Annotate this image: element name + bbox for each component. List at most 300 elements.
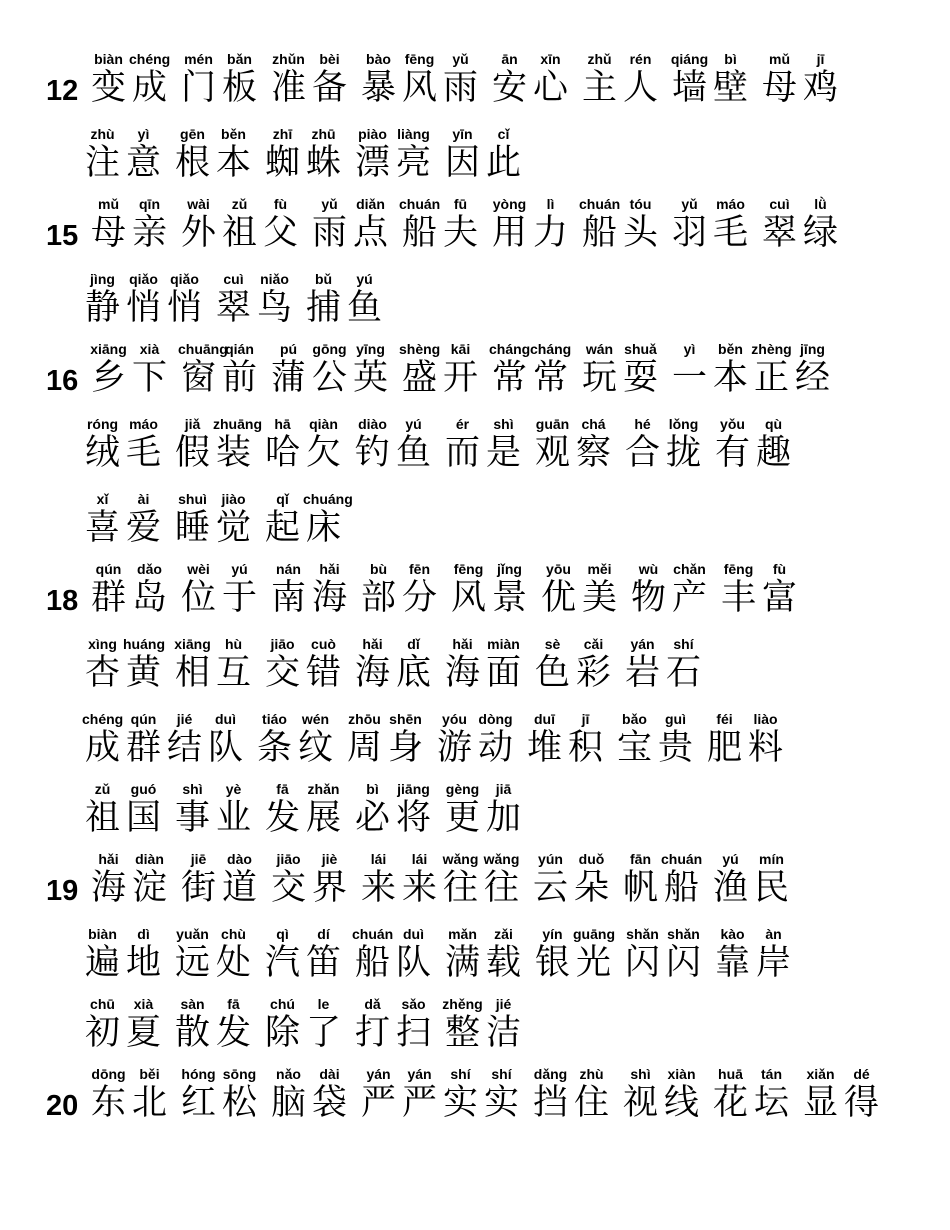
vocab-word: [178, 560, 260, 618]
vocab-word: [82, 490, 164, 548]
word-list: [88, 50, 849, 108]
pinyin-line: [82, 490, 164, 508]
pinyin-line: [254, 710, 336, 728]
pinyin-line: [434, 710, 516, 728]
word-list: [82, 995, 532, 1053]
pinyin-syllable: shí: [450, 1066, 471, 1082]
hanzi-character: 暴: [360, 68, 396, 108]
pinyin-line: [172, 415, 262, 433]
hanzi-character: 雨: [311, 213, 347, 253]
pinyin-syllable: zǔ: [94, 781, 111, 797]
pinyin-syllable: yǔ: [321, 196, 338, 212]
pinyin-syllable: wǎng: [442, 851, 479, 867]
pinyin-syllable: jiē: [190, 851, 207, 867]
pinyin-line: [88, 50, 170, 68]
hanzi-character: 往: [442, 868, 478, 908]
hanzi-character: 绿: [802, 213, 838, 253]
hanzi-character: 力: [532, 213, 568, 253]
pinyin-syllable: yì: [683, 341, 696, 357]
pinyin-line: [178, 1065, 260, 1083]
pinyin-syllable: yè: [225, 781, 242, 797]
hanzi-character: 翠: [761, 213, 797, 253]
pinyin-syllable: chuán: [399, 196, 441, 212]
hanzi-line: [82, 1013, 164, 1053]
pinyin-syllable: bù: [369, 561, 388, 577]
hanzi-character: 整: [444, 1013, 480, 1053]
hanzi-character: 散: [174, 1013, 210, 1053]
hanzi-character: 盛: [401, 358, 437, 398]
hanzi-character: 来: [360, 868, 396, 908]
hanzi-character: 纹: [297, 728, 333, 768]
hanzi-character: 线: [663, 1083, 699, 1123]
vocab-row: [0, 780, 950, 852]
hanzi-line: [710, 868, 792, 908]
hanzi-line: [268, 68, 350, 108]
hanzi-character: 捕: [305, 288, 341, 328]
pinyin-line: [532, 415, 614, 433]
hanzi-line: [579, 358, 661, 398]
vocab-word: [172, 925, 254, 983]
hanzi-character: 东: [90, 1083, 126, 1123]
pinyin-line: [268, 50, 350, 68]
hanzi-character: 底: [395, 653, 431, 693]
pinyin-syllable: cǐ: [497, 126, 510, 142]
pinyin-line: [718, 560, 800, 578]
hanzi-line: [262, 143, 344, 183]
hanzi-character: 更: [444, 798, 480, 838]
pinyin-syllable: guāng: [573, 926, 615, 942]
pinyin-line: [532, 925, 614, 943]
vocab-word: [309, 195, 391, 253]
pinyin-line: [352, 780, 434, 798]
pinyin-syllable: tiáo: [262, 711, 287, 727]
pinyin-syllable: liàng: [397, 126, 430, 142]
hanzi-character: 一: [671, 358, 707, 398]
hanzi-character: 变: [90, 68, 126, 108]
pinyin-line: [704, 710, 786, 728]
hanzi-character: 海: [444, 653, 480, 693]
hanzi-line: [82, 508, 164, 548]
pinyin-syllable: yīng: [356, 341, 385, 357]
hanzi-line: [524, 728, 606, 768]
hanzi-character: 鱼: [395, 433, 431, 473]
pinyin-syllable: běn: [221, 126, 246, 142]
vocab-word: [303, 270, 385, 328]
hanzi-character: 笛: [305, 943, 341, 983]
pinyin-syllable: diàn: [135, 851, 164, 867]
pinyin-line: [579, 340, 661, 358]
pinyin-line: [489, 195, 571, 213]
hanzi-character: 初: [84, 1013, 120, 1053]
vocab-word: [262, 415, 344, 473]
pinyin-line: [538, 560, 620, 578]
hanzi-character: 因: [444, 143, 480, 183]
vocab-row: [0, 560, 950, 632]
pinyin-syllable: mín: [759, 851, 784, 867]
pinyin-syllable: tóu: [629, 196, 652, 212]
vocab-word: [358, 850, 522, 908]
vocab-word: [262, 925, 344, 983]
hanzi-character: 错: [305, 653, 341, 693]
hanzi-character: 挡: [532, 1083, 568, 1123]
pinyin-syllable: guān: [535, 416, 570, 432]
pinyin-line: [172, 490, 254, 508]
hanzi-character: 海: [354, 653, 390, 693]
vocab-row: [0, 995, 950, 1067]
hanzi-character: 黄: [125, 653, 161, 693]
pinyin-syllable: mǎn: [448, 926, 477, 942]
hanzi-character: 钓: [354, 433, 390, 473]
pinyin-line: [800, 1065, 882, 1083]
hanzi-line: [268, 578, 350, 618]
hanzi-line: [268, 868, 350, 908]
hanzi-character: 而: [444, 433, 480, 473]
vocab-word: [712, 925, 794, 983]
pinyin-line: [88, 1065, 170, 1083]
hanzi-character: 趣: [755, 433, 791, 473]
pinyin-line: [262, 635, 344, 653]
pinyin-syllable: qián: [225, 341, 254, 357]
pinyin-syllable: yóu: [442, 711, 467, 727]
pinyin-syllable: wén: [301, 711, 330, 727]
pinyin-syllable: qiǎo: [129, 271, 158, 287]
pinyin-syllable: dǎ: [364, 996, 381, 1012]
pinyin-syllable: chuán: [579, 196, 621, 212]
hanzi-character: 北: [131, 1083, 167, 1123]
hanzi-character: 富: [761, 578, 797, 618]
hanzi-character: 闪: [624, 943, 660, 983]
pinyin-line: [178, 340, 260, 358]
vocab-word: [262, 490, 353, 548]
hanzi-character: 根: [174, 143, 210, 183]
pinyin-line: [442, 925, 524, 943]
pinyin-syllable: cuì: [223, 271, 244, 287]
hanzi-character: 岩: [624, 653, 660, 693]
hanzi-character: 心: [532, 68, 568, 108]
vocab-word: [489, 340, 571, 398]
pinyin-syllable: bǎn: [227, 51, 252, 67]
hanzi-character: 觉: [215, 508, 251, 548]
pinyin-syllable: bào: [366, 51, 391, 67]
hanzi-line: [442, 798, 524, 838]
hanzi-character: 船: [401, 213, 437, 253]
pinyin-syllable: dé: [853, 1066, 870, 1082]
hanzi-line: [579, 213, 661, 253]
pinyin-line: [399, 195, 481, 213]
hanzi-character: 墙: [671, 68, 707, 108]
word-list: [82, 415, 802, 473]
hanzi-character: 物: [630, 578, 666, 618]
hanzi-character: 料: [747, 728, 783, 768]
pinyin-syllable: dòng: [478, 711, 513, 727]
pinyin-syllable: yòng: [492, 196, 527, 212]
pinyin-syllable: hǎi: [319, 561, 340, 577]
pinyin-line: [489, 340, 571, 358]
pinyin-line: [88, 850, 170, 868]
pinyin-syllable: zhī: [272, 126, 293, 142]
hanzi-character: 身: [387, 728, 423, 768]
pinyin-syllable: yì: [137, 126, 150, 142]
pinyin-syllable: shì: [493, 416, 514, 432]
pinyin-syllable: dí: [317, 926, 330, 942]
hanzi-character: 漂: [354, 143, 390, 183]
hanzi-character: 雨: [442, 68, 478, 108]
lesson-number: 18: [46, 585, 79, 617]
pinyin-syllable: chuán: [352, 926, 394, 942]
hanzi-line: [718, 578, 800, 618]
hanzi-character: 毛: [712, 213, 748, 253]
pinyin-syllable: xiàn: [667, 1066, 696, 1082]
hanzi-character: 鱼: [346, 288, 382, 328]
vocab-word: [268, 1065, 350, 1123]
pinyin-syllable: mén: [184, 51, 213, 67]
pinyin-syllable: qiǎo: [170, 271, 199, 287]
pinyin-line: [82, 995, 164, 1013]
pinyin-syllable: zhuāng: [213, 416, 262, 432]
hanzi-line: [442, 433, 524, 473]
hanzi-character: 杏: [84, 653, 120, 693]
pinyin-syllable: hā: [274, 416, 291, 432]
pinyin-syllable: gēn: [180, 126, 205, 142]
hanzi-line: [268, 1083, 350, 1123]
hanzi-character: 相: [174, 653, 210, 693]
pinyin-line: [669, 195, 751, 213]
hanzi-character: 注: [84, 143, 120, 183]
pinyin-line: [352, 635, 434, 653]
hanzi-character: 云: [532, 868, 568, 908]
vocab-word: [442, 635, 524, 693]
pinyin-line: [262, 780, 344, 798]
pinyin-syllable: shuì: [178, 491, 207, 507]
hanzi-character: 严: [401, 1083, 437, 1123]
pinyin-line: [82, 415, 164, 433]
hanzi-character: 游: [436, 728, 472, 768]
hanzi-character: 悄: [166, 288, 202, 328]
hanzi-character: 有: [714, 433, 750, 473]
pinyin-syllable: guì: [665, 711, 686, 727]
vocab-word: [268, 50, 350, 108]
pinyin-line: [172, 780, 254, 798]
hanzi-line: [88, 578, 170, 618]
hanzi-line: [88, 213, 170, 253]
pinyin-syllable: zhù: [579, 1066, 604, 1082]
hanzi-character: 欠: [305, 433, 341, 473]
vocab-word: [352, 125, 434, 183]
hanzi-character: 门: [180, 68, 216, 108]
hanzi-line: [352, 1013, 434, 1053]
hanzi-line: [530, 868, 612, 908]
pinyin-syllable: dào: [227, 851, 252, 867]
pinyin-line: [579, 195, 661, 213]
hanzi-line: [262, 943, 344, 983]
hanzi-character: 装: [215, 433, 251, 473]
pinyin-syllable: jī: [816, 51, 825, 67]
hanzi-line: [434, 728, 516, 768]
vocab-word: [489, 195, 571, 253]
hanzi-line: [172, 433, 254, 473]
hanzi-character: 海: [311, 578, 347, 618]
pinyin-syllable: yuǎn: [176, 926, 209, 942]
pinyin-line: [489, 50, 571, 68]
hanzi-character: 假: [174, 433, 210, 473]
pinyin-line: [172, 635, 254, 653]
hanzi-character: 翠: [215, 288, 251, 328]
pinyin-line: [352, 925, 434, 943]
hanzi-line: [262, 798, 344, 838]
pinyin-syllable: hǎi: [452, 636, 473, 652]
pinyin-line: [524, 710, 606, 728]
vocab-word: [88, 340, 170, 398]
hanzi-character: 悄: [125, 288, 161, 328]
pinyin-syllable: yán: [630, 636, 655, 652]
pinyin-syllable: duì: [403, 926, 424, 942]
hanzi-character: 银: [534, 943, 570, 983]
pinyin-line: [442, 995, 524, 1013]
pinyin-syllable: kào: [720, 926, 745, 942]
hanzi-line: [442, 143, 524, 183]
pinyin-line: [82, 635, 164, 653]
vocab-word: [448, 560, 530, 618]
hanzi-character: 松: [221, 1083, 257, 1123]
hanzi-character: 南: [270, 578, 306, 618]
vocab-word: [172, 415, 262, 473]
hanzi-line: [178, 578, 260, 618]
hanzi-line: [358, 868, 522, 908]
hanzi-line: [178, 68, 260, 108]
word-list: [82, 125, 532, 183]
pinyin-line: [268, 1065, 350, 1083]
word-list: [82, 270, 393, 328]
hanzi-line: [622, 433, 704, 473]
hanzi-line: [88, 358, 170, 398]
pinyin-syllable: qún: [95, 561, 122, 577]
hanzi-line: [712, 433, 794, 473]
pinyin-line: [620, 1065, 702, 1083]
pinyin-syllable: chū: [90, 996, 115, 1012]
hanzi-line: [303, 288, 385, 328]
hanzi-line: [489, 213, 571, 253]
hanzi-character: 汽: [264, 943, 300, 983]
pinyin-line: [622, 925, 704, 943]
pinyin-line: [262, 995, 344, 1013]
hanzi-line: [82, 143, 164, 183]
hanzi-line: [213, 288, 295, 328]
vocab-row: [0, 50, 950, 122]
hanzi-character: 道: [221, 868, 257, 908]
vocab-word: [352, 780, 434, 838]
pinyin-syllable: sàn: [180, 996, 205, 1012]
hanzi-character: 板: [221, 68, 257, 108]
pinyin-syllable: chú: [270, 996, 295, 1012]
pinyin-line: [309, 195, 391, 213]
hanzi-character: 交: [270, 868, 306, 908]
pinyin-syllable: qiàn: [309, 416, 338, 432]
pinyin-line: [622, 415, 704, 433]
pinyin-line: [82, 710, 246, 728]
vocab-word: [442, 125, 524, 183]
hanzi-character: 美: [581, 578, 617, 618]
pinyin-syllable: bèi: [319, 51, 340, 67]
vocab-word: [352, 925, 434, 983]
hanzi-line: [262, 508, 344, 548]
hanzi-character: 正: [753, 358, 789, 398]
pinyin-syllable: lái: [370, 851, 387, 867]
vocab-word: [442, 780, 524, 838]
vocab-word: [352, 635, 434, 693]
hanzi-line: [532, 433, 614, 473]
pinyin-line: [759, 195, 841, 213]
pinyin-line: [628, 560, 710, 578]
vocab-word: [352, 995, 434, 1053]
hanzi-line: [704, 728, 786, 768]
pinyin-syllable: tán: [761, 1066, 782, 1082]
hanzi-character: 洁: [485, 1013, 521, 1053]
hanzi-character: 打: [354, 1013, 390, 1053]
hanzi-character: 事: [174, 798, 210, 838]
pinyin-syllable: shèng: [399, 341, 441, 357]
pinyin-syllable: jiāng: [397, 781, 430, 797]
hanzi-character: 载: [485, 943, 521, 983]
hanzi-line: [759, 213, 841, 253]
hanzi-character: 父: [262, 213, 298, 253]
hanzi-character: 位: [180, 578, 216, 618]
hanzi-character: 靠: [714, 943, 750, 983]
pinyin-syllable: shí: [491, 1066, 512, 1082]
pinyin-syllable: xiǎn: [806, 1066, 835, 1082]
pinyin-line: [532, 635, 614, 653]
vocab-word: [530, 1065, 612, 1123]
vocab-word: [622, 635, 704, 693]
pinyin-syllable: pú: [279, 341, 298, 357]
pinyin-syllable: zhǔ: [587, 51, 612, 67]
hanzi-character: 耍: [622, 358, 658, 398]
vocab-word: [213, 270, 295, 328]
hanzi-line: [352, 433, 434, 473]
word-list: [82, 925, 802, 983]
vocab-word: [178, 340, 260, 398]
pinyin-line: [669, 50, 751, 68]
pinyin-syllable: sǎo: [401, 996, 426, 1012]
hanzi-line: [489, 68, 571, 108]
hanzi-character: 展: [305, 798, 341, 838]
hanzi-character: 处: [215, 943, 251, 983]
pinyin-syllable: zhèng: [751, 341, 792, 357]
hanzi-character: 开: [442, 358, 478, 398]
pinyin-syllable: wán: [585, 341, 614, 357]
hanzi-character: 严: [360, 1083, 396, 1123]
pinyin-syllable: le: [317, 996, 330, 1012]
vocab-word: [710, 850, 792, 908]
vocab-word: [172, 635, 254, 693]
pinyin-line: [358, 50, 481, 68]
pinyin-syllable: zhěng: [442, 996, 483, 1012]
hanzi-character: 爱: [125, 508, 161, 548]
pinyin-line: [88, 560, 170, 578]
pinyin-line: [268, 340, 391, 358]
vocab-word: [442, 995, 524, 1053]
pinyin-syllable: qún: [130, 711, 157, 727]
hanzi-line: [620, 1083, 702, 1123]
pinyin-syllable: shǎn: [626, 926, 659, 942]
pinyin-syllable: xìng: [88, 636, 117, 652]
vocab-word: [82, 780, 164, 838]
hanzi-character: 光: [575, 943, 611, 983]
hanzi-character: 蒲: [270, 358, 306, 398]
pinyin-line: [442, 635, 524, 653]
hanzi-line: [622, 653, 704, 693]
hanzi-character: 必: [354, 798, 390, 838]
hanzi-line: [710, 1083, 792, 1123]
